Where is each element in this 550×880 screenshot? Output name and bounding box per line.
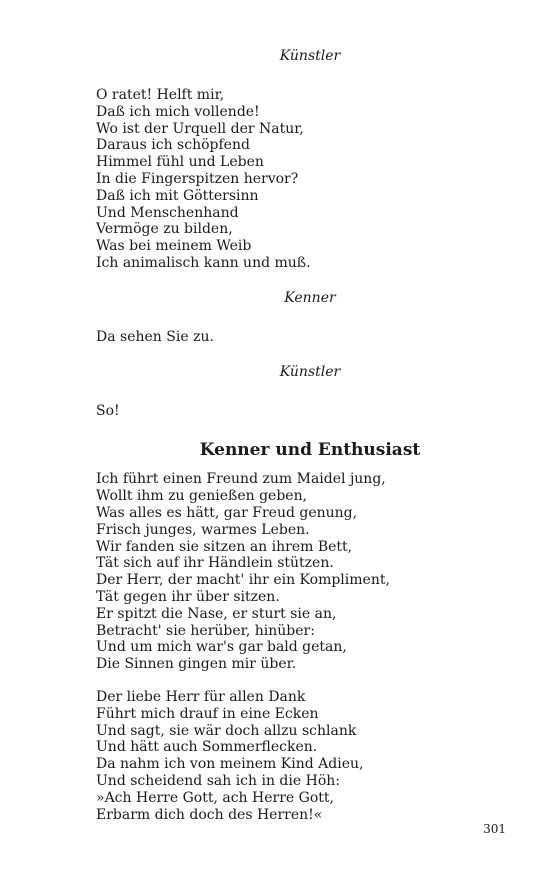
poem-stanza [96,471,516,673]
verse-line: Ich führt einen Freund zum Maidel jung, [96,471,386,488]
verse-line: Wir fanden sie sitzen an ihrem Bett, [96,538,353,555]
verse-line: Tät gegen ihr über sitzen. [96,588,280,605]
verse-line: So! [96,402,120,419]
poem-stanza [96,689,516,823]
page-number: 301 [483,822,506,836]
speaker-label: Künstler [279,363,341,380]
verse-line: Und um mich war's gar bald getan, [96,639,347,656]
verse-line: Himmel fühl und Leben [96,154,264,171]
verse-line: »Ach Herre Gott, ach Herre Gott, [96,789,334,806]
verse-line: Was bei meinem Weib [96,238,252,255]
verse-line: In die Fingerspitzen hervor? [96,170,299,187]
verse-line: Führt mich drauf in eine Ecken [96,705,319,722]
verse-line: Daß ich mit Göttersinn [96,187,259,204]
verse-line: Erbarm dich doch des Herren!« [96,806,323,823]
verse-line: Da sehen Sie zu. [96,328,214,345]
verse-line: Der Herr, der macht' ihr ein Kompliment, [96,572,390,589]
verse-line: Frisch junges, warmes Leben. [96,521,310,538]
verse-line: Und hätt auch Sommerflecken. [96,739,318,756]
verse-line: Tät sich auf ihr Händlein stützen. [96,555,334,572]
verse-line: Ich animalisch kann und muß. [96,254,311,271]
verse-line: Betracht' sie herüber, hinüber: [96,622,315,639]
verse-line: Daraus ich schöpfend [96,137,250,154]
verse-line: Der liebe Herr für allen Dank [96,688,306,705]
verse-line: Und scheidend sah ich in die Höh: [96,772,340,789]
speaker-label: Kenner [284,289,336,306]
verse-line: Die Sinnen gingen mir über. [96,656,297,673]
page-content [96,48,516,823]
verse-line: Und Menschenhand [96,204,239,221]
verse-line: O ratet! Helft mir, [96,87,225,103]
verse-line: Daß ich mich vollende! [96,103,260,120]
verse-line: Vermöge zu bilden, [96,221,233,238]
dialogue-verse [96,403,516,420]
verse-line: Und sagt, sie wär doch allzu schlank [96,722,357,739]
dialogue-verse [96,329,516,346]
dialogue-verse [96,87,516,272]
verse-line: Wollt ihm zu genießen geben, [96,488,308,505]
speaker-label: Künstler [279,48,341,64]
verse-line: Was alles es hätt, gar Freud genung, [96,504,358,521]
verse-line: Wo ist der Urquell der Natur, [96,120,304,137]
verse-line: Da nahm ich von meinem Kind Adieu, [96,756,364,773]
verse-line: Er spitzt die Nase, er sturt sie an, [96,605,337,622]
poem-title: Kenner und Enthusiast [199,440,421,461]
